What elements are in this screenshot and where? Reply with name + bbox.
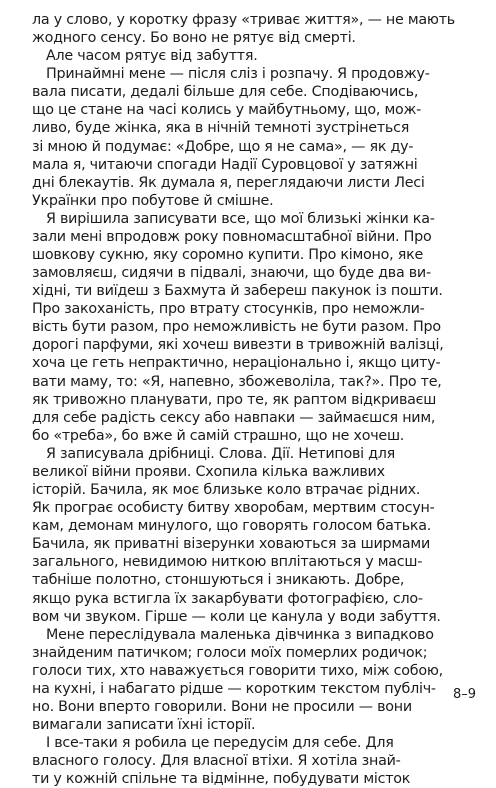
text-line: власного голосу. Для власної втіхи. Я хотіла знай- bbox=[32, 753, 401, 770]
text-line: бо «треба», бо вже й самій страшно, що не хочеш. bbox=[32, 427, 405, 444]
text-line: хідні, ти виїдеш з Бахмута й забереш пакунок із пошти. bbox=[32, 283, 443, 300]
text-line: великої війни прояви. Схопила кілька важливих bbox=[32, 463, 385, 480]
text-line: зі мною й подумає: «Добре, що я не сама», — як ду- bbox=[32, 138, 414, 155]
text-line: Мене переслідувала маленька дівчинка з випадково bbox=[46, 626, 434, 643]
text-line: ла у слово, у коротку фразу «триває життя», — не мають bbox=[32, 12, 455, 28]
text-line: ливо, буде жінка, яка в нічній темноті зустрінеться bbox=[32, 120, 410, 137]
text-line: но. Вони вперто говорили. Вони не просили — вони bbox=[32, 698, 412, 715]
text-line: знайденим патичком; голоси моїх померлих родичок; bbox=[32, 644, 428, 661]
page-number: 8–9 bbox=[452, 687, 476, 702]
text-line: вати маму, то: «Я, напевно, збожеволіла, так?». Про те, bbox=[32, 373, 442, 390]
text-line: жодного сенсу. Бо воно не рятує від смерті. bbox=[32, 30, 356, 47]
text-line: кам, демонам минулого, що говорять голосом батька. bbox=[32, 518, 432, 535]
text-line: вом чи звуком. Гірше — коли це канула у води забуття. bbox=[32, 608, 441, 625]
body-text bbox=[32, 11, 470, 788]
text-line: Бачила, як приватні візерунки ховаються за ширмами bbox=[32, 536, 430, 553]
text-line: історій. Бачила, як моє близьке коло втрачає рідних. bbox=[32, 482, 421, 499]
text-line: вимагали записати їхні історії. bbox=[32, 717, 256, 734]
text-line: Про закоханість, про втрату стосунків, про неможли- bbox=[32, 301, 425, 318]
text-line: шовкову сукню, яку соромно купити. Про кімоно, яке bbox=[32, 247, 424, 264]
text-line: ти у кожній спільне та відмінне, побудувати місток bbox=[32, 771, 411, 788]
text-line: якщо рука встигла їх закарбувати фотографією, сло- bbox=[32, 590, 423, 607]
text-line: як тривожно планувати, про те, як раптом відкриваєш bbox=[32, 391, 437, 408]
text-line: загального, невидимою ниткою вплітаються у масш- bbox=[32, 554, 423, 571]
text-line: для себе радість сексу або навпаки — займаєшся ним, bbox=[32, 409, 436, 426]
text-line: Я записувала дрібниці. Слова. Дії. Нетипові для bbox=[46, 445, 396, 462]
text-line: на кухні, і набагато рідше — коротким текстом публіч- bbox=[32, 680, 436, 697]
text-line: вість бути разом, про неможливість не бути разом. Про bbox=[32, 319, 441, 336]
text-line: замовляєш, сидячи в підвалі, знаючи, що буде два ви- bbox=[32, 265, 431, 282]
text-line: мала я, читаючи спогади Надії Суровцової у затяжні bbox=[32, 156, 418, 173]
text-line: вала писати, дедалі більше для себе. Сподіваючись, bbox=[32, 84, 419, 101]
text-line: що це стане на часі колись у майбутньому, що, мож- bbox=[32, 102, 422, 119]
text-line: дні блекаутів. Як думала я, переглядаючи листи Лесі bbox=[32, 174, 425, 191]
text-line: табніше полотно, стоншуються і зникають. Добре, bbox=[32, 572, 405, 589]
text-line: І все-таки я робила це передусім для себе. Для bbox=[46, 735, 394, 752]
text-line: дорогі парфуми, які хочеш вивезти в тривожній валізці, bbox=[32, 337, 444, 354]
text-line: Я вирішила записувати все, що мої близькі жінки ка- bbox=[46, 210, 435, 227]
text-line: Українки про побутове й смішне. bbox=[32, 192, 274, 209]
text-line: хоча це геть непрактично, нераціонально і, якщо циту- bbox=[32, 355, 441, 372]
text-line: голоси тих, хто наважується говорити тихо, між собою, bbox=[32, 662, 443, 679]
text-line: Як програє особисту битву хворобам, мертвим стосун- bbox=[32, 500, 435, 517]
text-line: зали мені впродовж року повномасштабної війни. Про bbox=[32, 228, 432, 245]
text-line: Але часом рятує від забуття. bbox=[46, 48, 258, 65]
text-line: Принаймні мене — після сліз і розпачу. Я продовжу- bbox=[46, 66, 430, 83]
